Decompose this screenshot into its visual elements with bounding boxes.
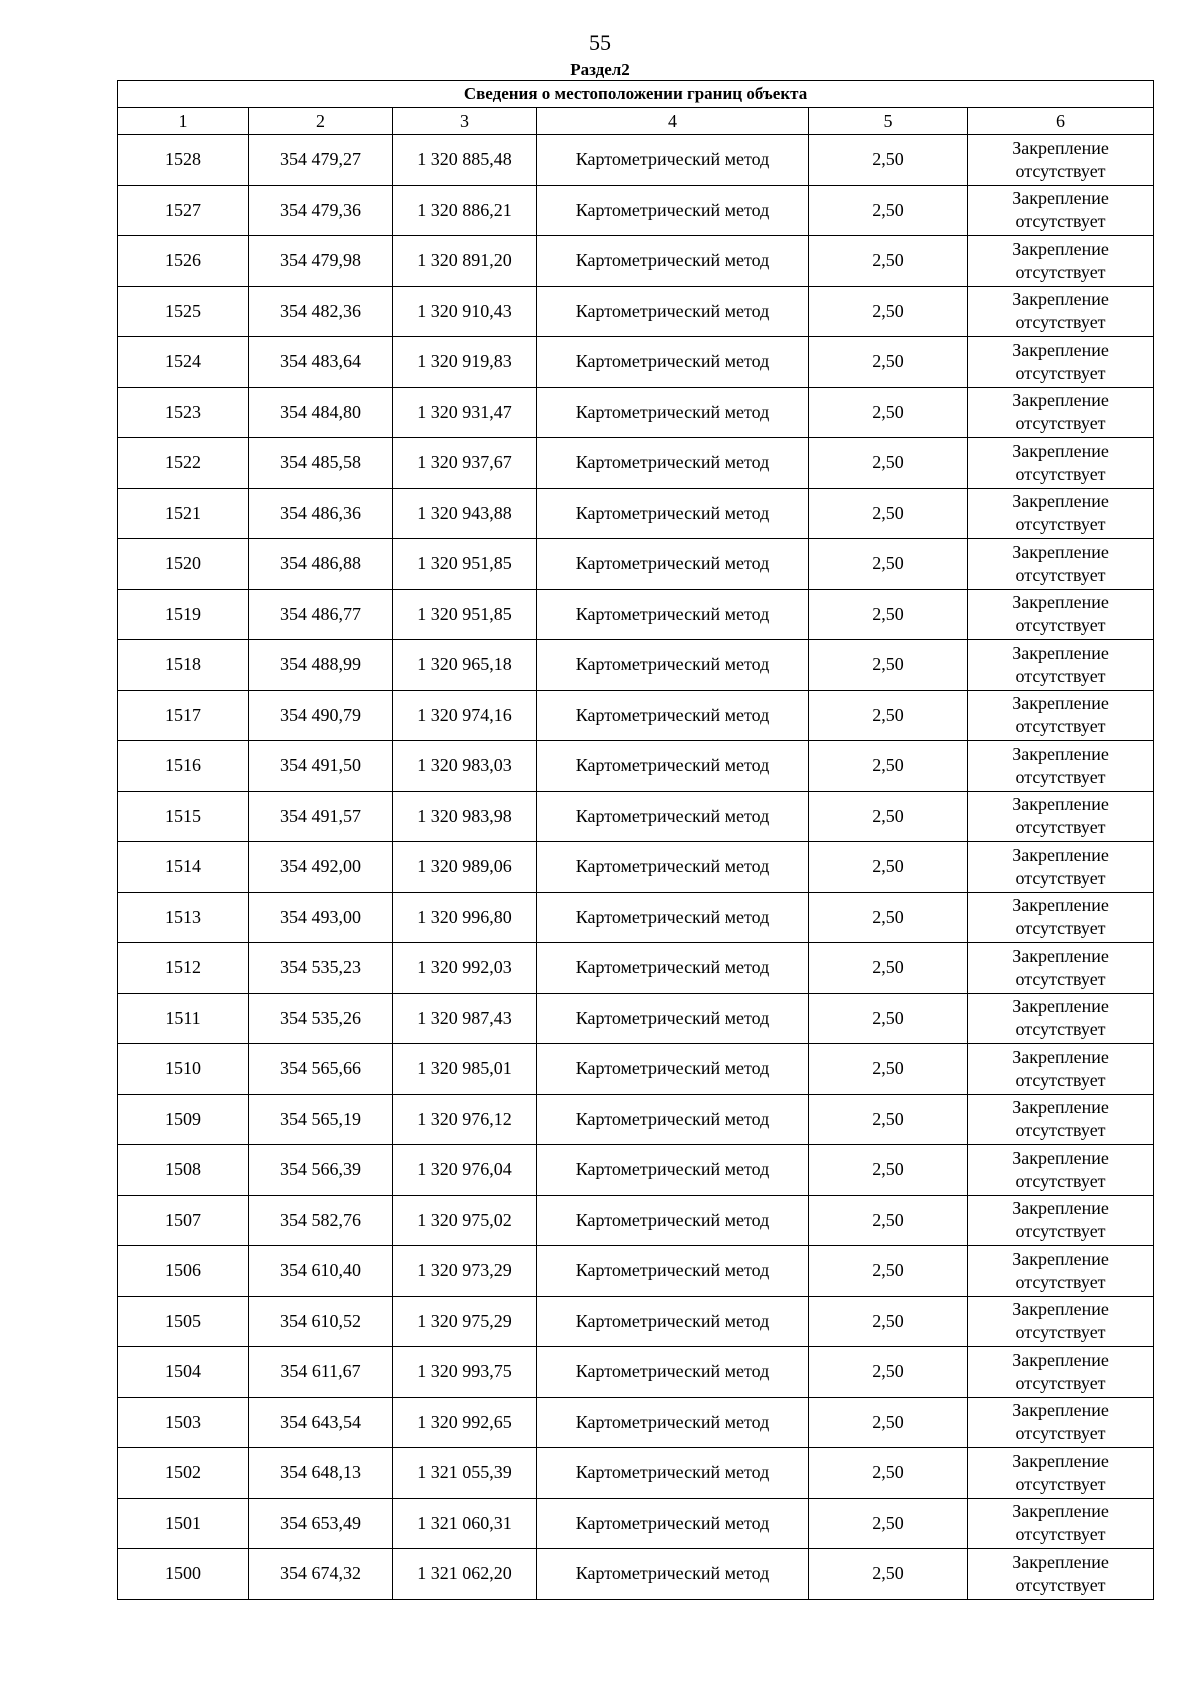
method-cell: Картометрический метод (537, 842, 809, 893)
accuracy-cell: 2,50 (809, 1195, 968, 1246)
y-coordinate-cell: 1 320 931,47 (393, 387, 537, 438)
x-coordinate-cell: 354 482,36 (249, 286, 393, 337)
fixation-line-1: Закрепление (1012, 541, 1109, 562)
accuracy-cell: 2,50 (809, 690, 968, 741)
accuracy-cell: 2,50 (809, 337, 968, 388)
point-number-cell: 1514 (118, 842, 249, 893)
accuracy-cell: 2,50 (809, 286, 968, 337)
fixation-line-1: Закрепление (1012, 592, 1109, 613)
column-header: 5 (809, 108, 968, 135)
x-coordinate-cell: 354 479,36 (249, 185, 393, 236)
table-row (118, 488, 1154, 539)
table-row (118, 589, 1154, 640)
fixation-cell (968, 1044, 1154, 1095)
accuracy-cell: 2,50 (809, 185, 968, 236)
fixation-line-1: Закрепление (1012, 895, 1109, 916)
fixation-line-2: отсутствует (1015, 1221, 1106, 1242)
y-coordinate-cell: 1 320 987,43 (393, 993, 537, 1044)
table-row (118, 741, 1154, 792)
fixation-line-2: отсутствует (1015, 463, 1106, 484)
fixation-line-1: Закрепление (1012, 1299, 1109, 1320)
table-header-row (118, 108, 1154, 135)
x-coordinate-cell: 354 492,00 (249, 842, 393, 893)
accuracy-cell: 2,50 (809, 1498, 968, 1549)
table-row (118, 1397, 1154, 1448)
y-coordinate-cell: 1 320 886,21 (393, 185, 537, 236)
table-body (118, 135, 1154, 1600)
accuracy-cell: 2,50 (809, 741, 968, 792)
point-number-cell: 1516 (118, 741, 249, 792)
y-coordinate-cell: 1 320 983,03 (393, 741, 537, 792)
accuracy-cell: 2,50 (809, 135, 968, 186)
fixation-line-1: Закрепление (1012, 1349, 1109, 1370)
x-coordinate-cell: 354 491,50 (249, 741, 393, 792)
fixation-cell (968, 892, 1154, 943)
fixation-cell (968, 1397, 1154, 1448)
point-number-cell: 1511 (118, 993, 249, 1044)
fixation-line-2: отсутствует (1015, 211, 1106, 232)
fixation-line-2: отсутствует (1015, 766, 1106, 787)
y-coordinate-cell: 1 320 943,88 (393, 488, 537, 539)
table-row (118, 236, 1154, 287)
method-cell: Картометрический метод (537, 488, 809, 539)
fixation-cell (968, 943, 1154, 994)
method-cell: Картометрический метод (537, 1145, 809, 1196)
method-cell: Картометрический метод (537, 1397, 809, 1448)
y-coordinate-cell: 1 320 992,03 (393, 943, 537, 994)
x-coordinate-cell: 354 493,00 (249, 892, 393, 943)
method-cell: Картометрический метод (537, 236, 809, 287)
point-number-cell: 1517 (118, 690, 249, 741)
method-cell: Картометрический метод (537, 1448, 809, 1499)
fixation-line-1: Закрепление (1012, 1046, 1109, 1067)
y-coordinate-cell: 1 320 975,29 (393, 1296, 537, 1347)
accuracy-cell: 2,50 (809, 387, 968, 438)
y-coordinate-cell: 1 321 062,20 (393, 1549, 537, 1600)
fixation-cell (968, 539, 1154, 590)
accuracy-cell: 2,50 (809, 842, 968, 893)
fixation-line-1: Закрепление (1012, 996, 1109, 1017)
x-coordinate-cell: 354 479,98 (249, 236, 393, 287)
fixation-line-1: Закрепление (1012, 1097, 1109, 1118)
x-coordinate-cell: 354 485,58 (249, 438, 393, 489)
table-row (118, 943, 1154, 994)
accuracy-cell: 2,50 (809, 892, 968, 943)
point-number-cell: 1518 (118, 640, 249, 691)
y-coordinate-cell: 1 320 996,80 (393, 892, 537, 943)
fixation-cell (968, 1549, 1154, 1600)
table-row (118, 1448, 1154, 1499)
method-cell: Картометрический метод (537, 1347, 809, 1398)
method-cell: Картометрический метод (537, 1498, 809, 1549)
accuracy-cell: 2,50 (809, 1145, 968, 1196)
table-row (118, 1296, 1154, 1347)
fixation-cell (968, 640, 1154, 691)
x-coordinate-cell: 354 535,23 (249, 943, 393, 994)
table-row (118, 1094, 1154, 1145)
column-header: 1 (118, 108, 249, 135)
table-row (118, 1145, 1154, 1196)
fixation-line-1: Закрепление (1012, 289, 1109, 310)
method-cell: Картометрический метод (537, 640, 809, 691)
point-number-cell: 1510 (118, 1044, 249, 1095)
point-number-cell: 1519 (118, 589, 249, 640)
x-coordinate-cell: 354 488,99 (249, 640, 393, 691)
boundary-table (117, 80, 1154, 1600)
fixation-line-1: Закрепление (1012, 642, 1109, 663)
point-number-cell: 1521 (118, 488, 249, 539)
point-number-cell: 1508 (118, 1145, 249, 1196)
fixation-cell (968, 438, 1154, 489)
point-number-cell: 1528 (118, 135, 249, 186)
method-cell: Картометрический метод (537, 1246, 809, 1297)
accuracy-cell: 2,50 (809, 236, 968, 287)
fixation-line-2: отсутствует (1015, 312, 1106, 333)
point-number-cell: 1509 (118, 1094, 249, 1145)
table-row (118, 337, 1154, 388)
point-number-cell: 1513 (118, 892, 249, 943)
x-coordinate-cell: 354 653,49 (249, 1498, 393, 1549)
point-number-cell: 1526 (118, 236, 249, 287)
method-cell: Картометрический метод (537, 741, 809, 792)
table-row (118, 640, 1154, 691)
accuracy-cell: 2,50 (809, 993, 968, 1044)
fixation-cell (968, 1498, 1154, 1549)
x-coordinate-cell: 354 643,54 (249, 1397, 393, 1448)
fixation-cell (968, 741, 1154, 792)
table-row (118, 135, 1154, 186)
x-coordinate-cell: 354 674,32 (249, 1549, 393, 1600)
x-coordinate-cell: 354 491,57 (249, 791, 393, 842)
fixation-cell (968, 993, 1154, 1044)
accuracy-cell: 2,50 (809, 1549, 968, 1600)
fixation-line-2: отсутствует (1015, 665, 1106, 686)
accuracy-cell: 2,50 (809, 488, 968, 539)
accuracy-cell: 2,50 (809, 438, 968, 489)
method-cell: Картометрический метод (537, 438, 809, 489)
fixation-line-1: Закрепление (1012, 743, 1109, 764)
table-row (118, 791, 1154, 842)
x-coordinate-cell: 354 611,67 (249, 1347, 393, 1398)
y-coordinate-cell: 1 321 060,31 (393, 1498, 537, 1549)
fixation-line-2: отсутствует (1015, 1473, 1106, 1494)
fixation-line-1: Закрепление (1012, 794, 1109, 815)
table-row (118, 993, 1154, 1044)
method-cell: Картометрический метод (537, 1296, 809, 1347)
accuracy-cell: 2,50 (809, 640, 968, 691)
y-coordinate-cell: 1 320 891,20 (393, 236, 537, 287)
y-coordinate-cell: 1 320 975,02 (393, 1195, 537, 1246)
y-coordinate-cell: 1 320 989,06 (393, 842, 537, 893)
fixation-line-2: отсутствует (1015, 716, 1106, 737)
x-coordinate-cell: 354 483,64 (249, 337, 393, 388)
fixation-line-2: отсутствует (1015, 1372, 1106, 1393)
method-cell: Картометрический метод (537, 892, 809, 943)
y-coordinate-cell: 1 320 973,29 (393, 1246, 537, 1297)
y-coordinate-cell: 1 320 993,75 (393, 1347, 537, 1398)
point-number-cell: 1501 (118, 1498, 249, 1549)
x-coordinate-cell: 354 479,27 (249, 135, 393, 186)
y-coordinate-cell: 1 320 951,85 (393, 539, 537, 590)
point-number-cell: 1525 (118, 286, 249, 337)
y-coordinate-cell: 1 320 951,85 (393, 589, 537, 640)
fixation-line-2: отсутствует (1015, 261, 1106, 282)
point-number-cell: 1527 (118, 185, 249, 236)
accuracy-cell: 2,50 (809, 1296, 968, 1347)
y-coordinate-cell: 1 320 985,01 (393, 1044, 537, 1095)
fixation-line-2: отсутствует (1015, 362, 1106, 383)
table-row (118, 1498, 1154, 1549)
y-coordinate-cell: 1 320 885,48 (393, 135, 537, 186)
fixation-line-1: Закрепление (1012, 1147, 1109, 1168)
method-cell: Картометрический метод (537, 791, 809, 842)
fixation-line-2: отсутствует (1015, 564, 1106, 585)
method-cell: Картометрический метод (537, 1094, 809, 1145)
fixation-cell (968, 135, 1154, 186)
page-number: 55 (589, 30, 611, 55)
y-coordinate-cell: 1 320 937,67 (393, 438, 537, 489)
fixation-line-2: отсутствует (1015, 1120, 1106, 1141)
fixation-cell (968, 690, 1154, 741)
x-coordinate-cell: 354 565,19 (249, 1094, 393, 1145)
fixation-cell (968, 1347, 1154, 1398)
y-coordinate-cell: 1 320 976,04 (393, 1145, 537, 1196)
table-row (118, 1044, 1154, 1095)
fixation-cell (968, 1094, 1154, 1145)
x-coordinate-cell: 354 486,88 (249, 539, 393, 590)
fixation-line-1: Закрепление (1012, 844, 1109, 865)
table-row (118, 1347, 1154, 1398)
method-cell: Картометрический метод (537, 185, 809, 236)
fixation-cell (968, 488, 1154, 539)
point-number-cell: 1524 (118, 337, 249, 388)
method-cell: Картометрический метод (537, 1549, 809, 1600)
fixation-cell (968, 387, 1154, 438)
fixation-cell (968, 1195, 1154, 1246)
fixation-cell (968, 1145, 1154, 1196)
fixation-cell (968, 842, 1154, 893)
method-cell: Картометрический метод (537, 690, 809, 741)
x-coordinate-cell: 354 490,79 (249, 690, 393, 741)
table-row (118, 185, 1154, 236)
fixation-line-1: Закрепление (1012, 440, 1109, 461)
point-number-cell: 1503 (118, 1397, 249, 1448)
point-number-cell: 1523 (118, 387, 249, 438)
fixation-line-2: отсутствует (1015, 918, 1106, 939)
method-cell: Картометрический метод (537, 337, 809, 388)
section-title: Раздел2 (570, 60, 630, 79)
accuracy-cell: 2,50 (809, 1246, 968, 1297)
point-number-cell: 1515 (118, 791, 249, 842)
x-coordinate-cell: 354 484,80 (249, 387, 393, 438)
point-number-cell: 1522 (118, 438, 249, 489)
fixation-line-1: Закрепление (1012, 238, 1109, 259)
fixation-cell (968, 185, 1154, 236)
table-row (118, 1246, 1154, 1297)
point-number-cell: 1502 (118, 1448, 249, 1499)
table-row (118, 1195, 1154, 1246)
fixation-cell (968, 1296, 1154, 1347)
fixation-cell (968, 337, 1154, 388)
x-coordinate-cell: 354 610,52 (249, 1296, 393, 1347)
fixation-line-1: Закрепление (1012, 1450, 1109, 1471)
column-header: 3 (393, 108, 537, 135)
fixation-line-2: отсутствует (1015, 867, 1106, 888)
fixation-cell (968, 236, 1154, 287)
fixation-line-2: отсутствует (1015, 1423, 1106, 1444)
fixation-line-2: отсутствует (1015, 1524, 1106, 1545)
fixation-line-2: отсутствует (1015, 160, 1106, 181)
method-cell: Картометрический метод (537, 1195, 809, 1246)
fixation-cell (968, 791, 1154, 842)
fixation-line-2: отсутствует (1015, 1170, 1106, 1191)
table-row (118, 690, 1154, 741)
fixation-line-2: отсутствует (1015, 615, 1106, 636)
table-row (118, 286, 1154, 337)
fixation-line-2: отсутствует (1015, 817, 1106, 838)
x-coordinate-cell: 354 582,76 (249, 1195, 393, 1246)
accuracy-cell: 2,50 (809, 1347, 968, 1398)
accuracy-cell: 2,50 (809, 1044, 968, 1095)
fixation-line-1: Закрепление (1012, 1551, 1109, 1572)
y-coordinate-cell: 1 320 983,98 (393, 791, 537, 842)
fixation-cell (968, 286, 1154, 337)
fixation-line-1: Закрепление (1012, 945, 1109, 966)
table-row (118, 892, 1154, 943)
method-cell: Картометрический метод (537, 539, 809, 590)
x-coordinate-cell: 354 610,40 (249, 1246, 393, 1297)
fixation-line-1: Закрепление (1012, 1400, 1109, 1421)
fixation-line-1: Закрепление (1012, 1248, 1109, 1269)
point-number-cell: 1507 (118, 1195, 249, 1246)
fixation-line-1: Закрепление (1012, 137, 1109, 158)
accuracy-cell: 2,50 (809, 791, 968, 842)
method-cell: Картометрический метод (537, 286, 809, 337)
table-caption: Сведения о местоположении границ объекта (118, 81, 1154, 108)
y-coordinate-cell: 1 320 976,12 (393, 1094, 537, 1145)
fixation-line-2: отсутствует (1015, 514, 1106, 535)
table-row (118, 387, 1154, 438)
method-cell: Картометрический метод (537, 993, 809, 1044)
accuracy-cell: 2,50 (809, 1448, 968, 1499)
fixation-line-1: Закрепление (1012, 491, 1109, 512)
fixation-cell (968, 589, 1154, 640)
fixation-line-1: Закрепление (1012, 1501, 1109, 1522)
fixation-line-2: отсутствует (1015, 1069, 1106, 1090)
accuracy-cell: 2,50 (809, 1094, 968, 1145)
fixation-line-2: отсутствует (1015, 968, 1106, 989)
fixation-line-2: отсутствует (1015, 413, 1106, 434)
fixation-line-2: отсутствует (1015, 1019, 1106, 1040)
point-number-cell: 1512 (118, 943, 249, 994)
fixation-line-2: отсутствует (1015, 1574, 1106, 1595)
fixation-cell (968, 1246, 1154, 1297)
point-number-cell: 1506 (118, 1246, 249, 1297)
x-coordinate-cell: 354 566,39 (249, 1145, 393, 1196)
method-cell: Картометрический метод (537, 135, 809, 186)
fixation-cell (968, 1448, 1154, 1499)
table-row (118, 1549, 1154, 1600)
accuracy-cell: 2,50 (809, 589, 968, 640)
fixation-line-1: Закрепление (1012, 339, 1109, 360)
method-cell: Картометрический метод (537, 943, 809, 994)
point-number-cell: 1504 (118, 1347, 249, 1398)
fixation-line-1: Закрепление (1012, 390, 1109, 411)
method-cell: Картометрический метод (537, 1044, 809, 1095)
fixation-line-1: Закрепление (1012, 188, 1109, 209)
y-coordinate-cell: 1 320 992,65 (393, 1397, 537, 1448)
fixation-line-1: Закрепление (1012, 1198, 1109, 1219)
y-coordinate-cell: 1 320 919,83 (393, 337, 537, 388)
x-coordinate-cell: 354 486,36 (249, 488, 393, 539)
point-number-cell: 1520 (118, 539, 249, 590)
method-cell: Картометрический метод (537, 589, 809, 640)
column-header: 4 (537, 108, 809, 135)
point-number-cell: 1500 (118, 1549, 249, 1600)
y-coordinate-cell: 1 320 974,16 (393, 690, 537, 741)
table-row (118, 438, 1154, 489)
y-coordinate-cell: 1 320 965,18 (393, 640, 537, 691)
x-coordinate-cell: 354 648,13 (249, 1448, 393, 1499)
fixation-line-2: отсутствует (1015, 1271, 1106, 1292)
accuracy-cell: 2,50 (809, 943, 968, 994)
x-coordinate-cell: 354 486,77 (249, 589, 393, 640)
column-header: 6 (968, 108, 1154, 135)
y-coordinate-cell: 1 320 910,43 (393, 286, 537, 337)
fixation-line-1: Закрепление (1012, 693, 1109, 714)
y-coordinate-cell: 1 321 055,39 (393, 1448, 537, 1499)
accuracy-cell: 2,50 (809, 1397, 968, 1448)
method-cell: Картометрический метод (537, 387, 809, 438)
x-coordinate-cell: 354 535,26 (249, 993, 393, 1044)
fixation-line-2: отсутствует (1015, 1322, 1106, 1343)
x-coordinate-cell: 354 565,66 (249, 1044, 393, 1095)
table-row (118, 539, 1154, 590)
column-header: 2 (249, 108, 393, 135)
table-row (118, 842, 1154, 893)
accuracy-cell: 2,50 (809, 539, 968, 590)
point-number-cell: 1505 (118, 1296, 249, 1347)
